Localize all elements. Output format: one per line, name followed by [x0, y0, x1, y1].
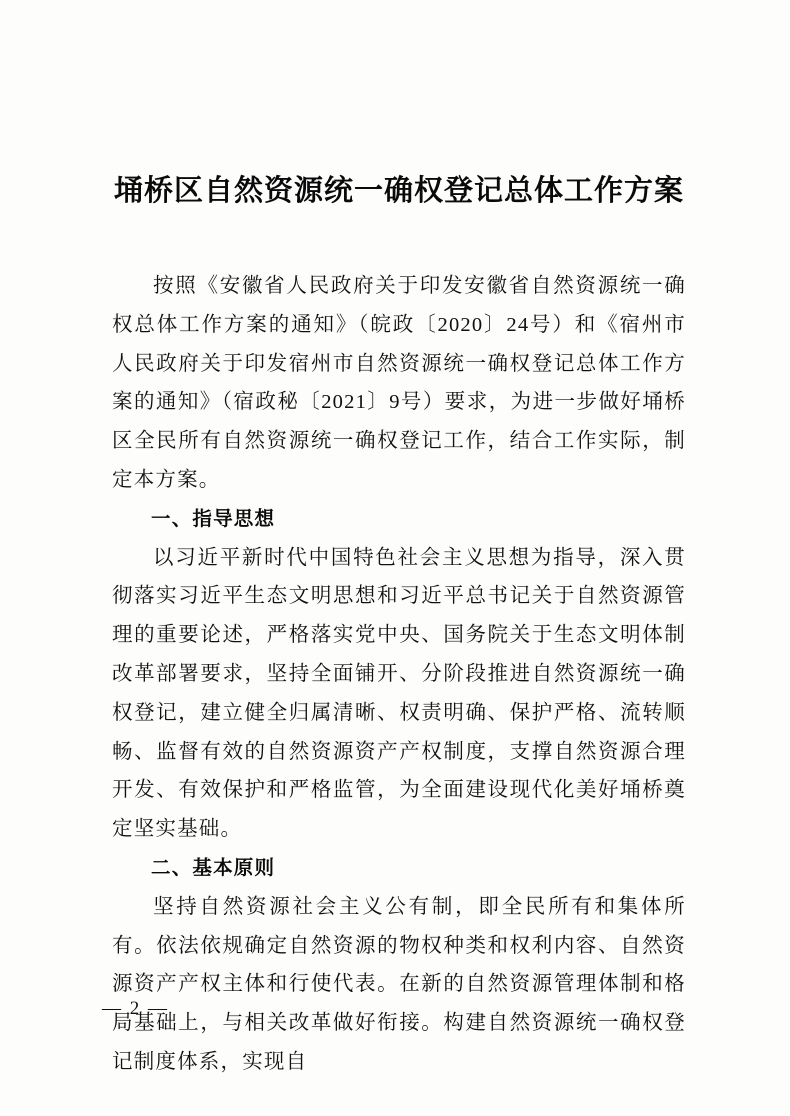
section-1-paragraph: 以习近平新时代中国特色社会主义思想为指导，深入贯彻落实习近平生态文明思想和习近平总书记关于自然资源管理的重要论述，严格落实党中央、国务院关于生态文明体制改革部署要求，坚持全面铺开、分阶段推进自然资源统一确权登记，建立健全归属清晰、权责明确、保护严格、流转顺畅、监督有效的自然资源资产产权制度，支撑自然资源合理开发、有效保护和严格监管，为全面建设现代化美好埇桥奠定坚实基础。 — [112, 546, 686, 841]
section-heading-2: 二、基本原则 — [151, 856, 276, 879]
section-heading-1: 一、指导思想 — [151, 507, 276, 530]
document-title: 埇桥区自然资源统一确权登记总体工作方案 — [113, 175, 684, 207]
page-number: — 2 — — [102, 998, 169, 1019]
intro-paragraph: 按照《安徽省人民政府关于印发安徽省自然资源统一确权总体工作方案的通知》（皖政〔2020〕24号）和《宿州市人民政府关于印发宿州市自然资源统一确权登记总体工作方案的通知》（宿政秘〔2021〕9号）要求，为进一步做好埇桥区全民所有自然资源统一确权登记工作，结合工作实际，制定本方案。 — [112, 275, 686, 491]
section-2-paragraph: 坚持自然资源社会主义公有制，即全民所有和集体所有。依法依规确定自然资源的物权种类和权利内容、自然资源资产产权主体和行使代表。在新的自然资源管理体制和格局基础上，与相关改革做好衔接。构建自然资源统一确权登记制度体系，实现自 — [112, 895, 686, 1073]
document-body — [112, 267, 686, 1082]
